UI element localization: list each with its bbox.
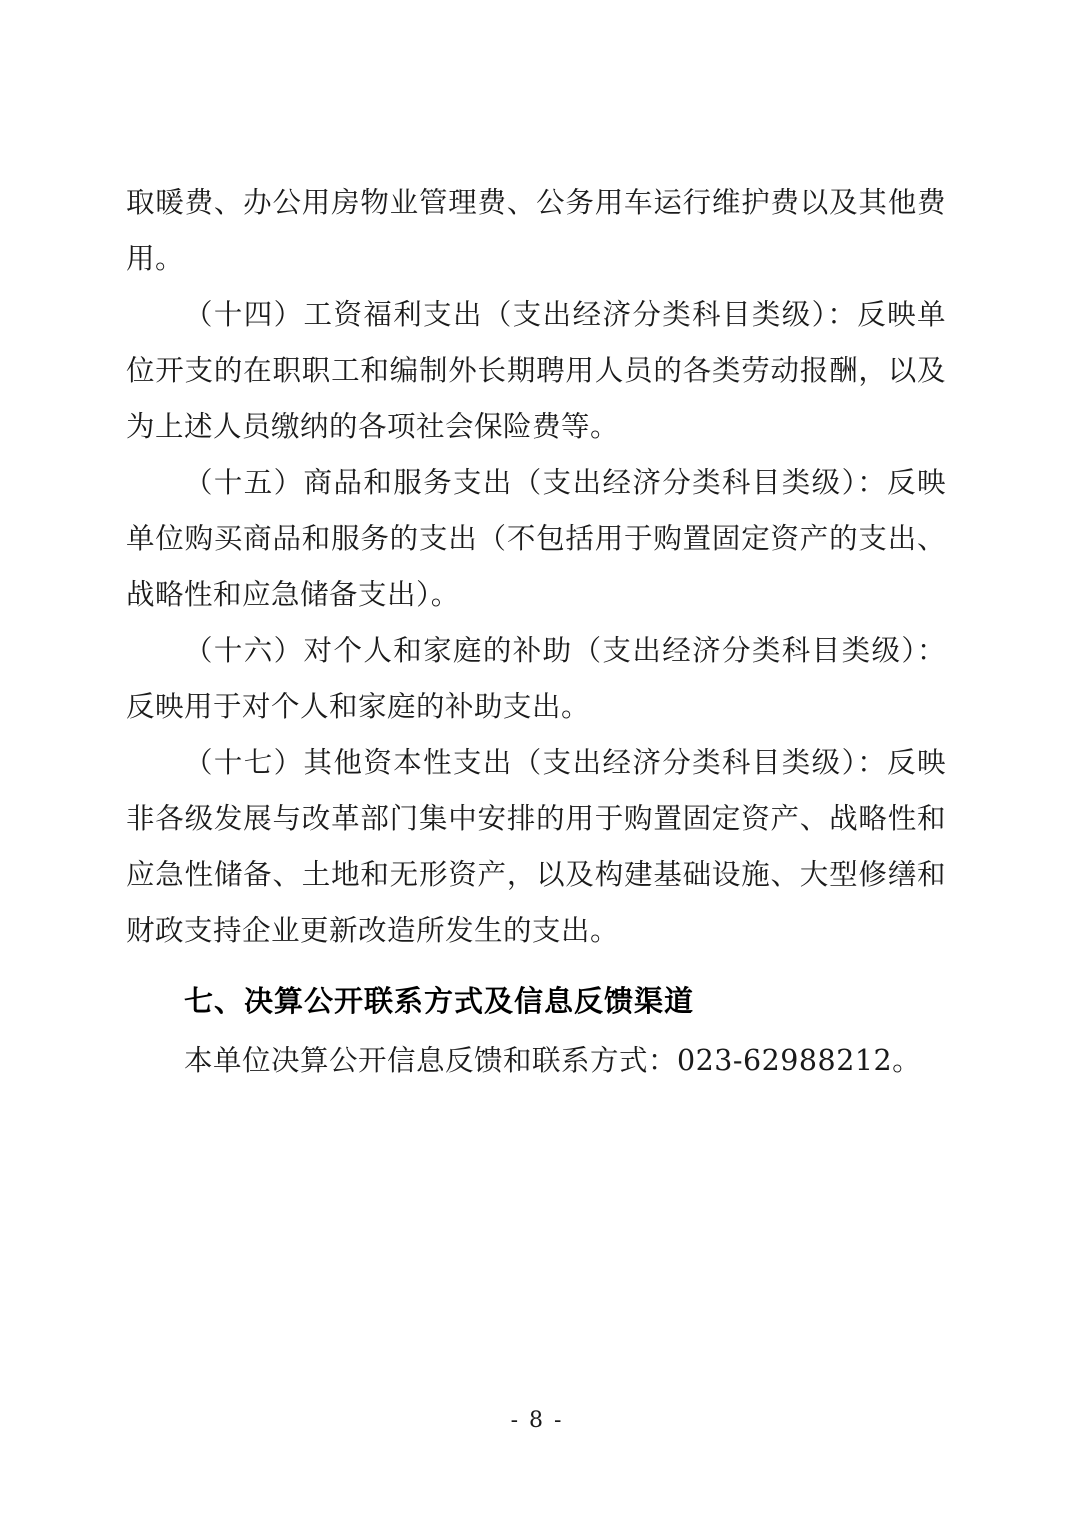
paragraph-item-17: （十七）其他资本性支出（支出经济分类科目类级）：反映非各级发展与改革部门集中安排的用于购置固定资产、战略性和应急性储备、土地和无形资产，以及构建基础设施、大型修缮和财政支持企业更新改造所发生的支出。 — [126, 746, 946, 947]
paragraph-item-14: （十四）工资福利支出（支出经济分类科目类级）：反映单位开支的在职职工和编制外长期聘用人员的各类劳动报酬，以及为上述人员缴纳的各项社会保险费等。 — [126, 298, 946, 443]
page-number-footer: - 8 - — [510, 1408, 564, 1433]
section-heading-seven: 七、决算公开联系方式及信息反馈渠道 — [184, 984, 695, 1018]
paragraph-item-16: （十六）对个人和家庭的补助（支出经济分类科目类级）：反映用于对个人和家庭的补助支出。 — [126, 634, 946, 723]
page-content — [126, 175, 946, 1089]
paragraph-continuation: 取暖费、办公用房物业管理费、公务用车运行维护费以及其他费用。 — [126, 186, 946, 275]
paragraph-item-15: （十五）商品和服务支出（支出经济分类科目类级）：反映单位购买商品和服务的支出（不包括用于购置固定资产的支出、战略性和应急储备支出）。 — [126, 466, 946, 611]
paragraph-contact-info: 本单位决算公开信息反馈和联系方式：023-62988212。 — [184, 1044, 922, 1077]
